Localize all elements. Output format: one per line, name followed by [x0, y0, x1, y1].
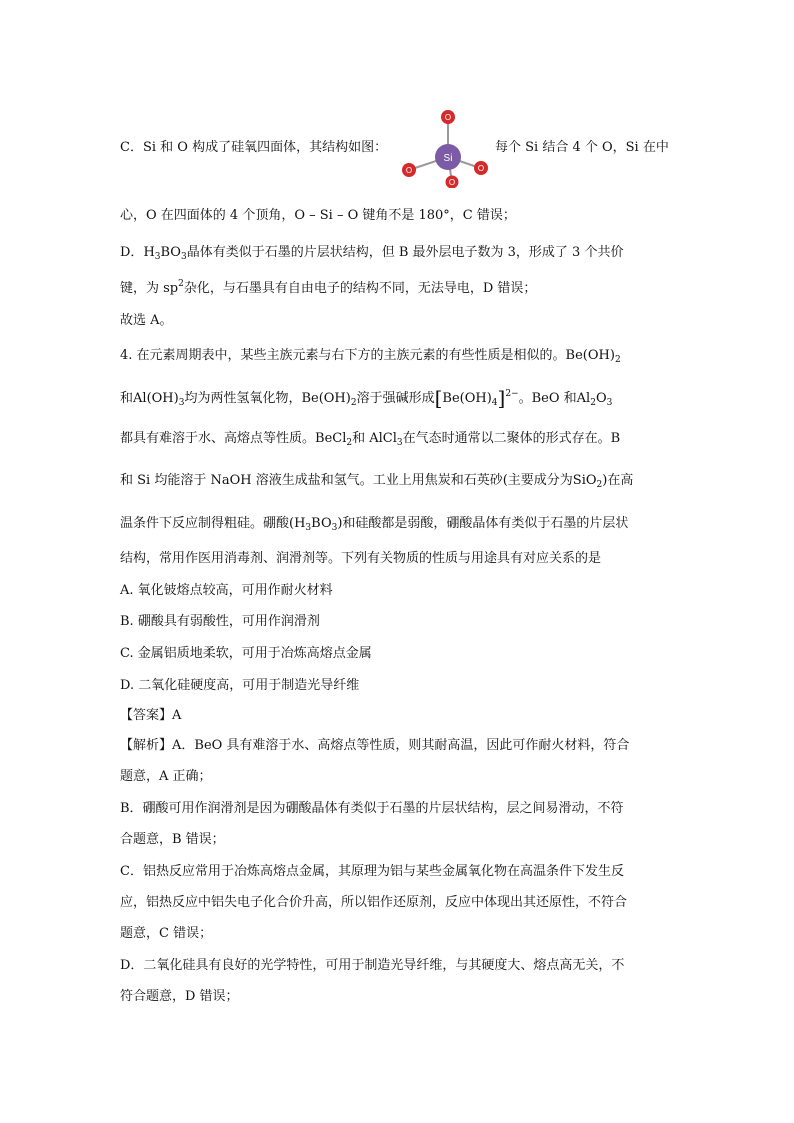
c-option-line	[120, 138, 387, 158]
formula-be-oh-2: $Be(OH)_2$	[565, 348, 621, 365]
c-option-text-right: 每个 Si 结合 4 个 O，Si 在中	[495, 140, 669, 155]
formula-h3bo3: $H_3BO_3$	[143, 245, 187, 262]
formula-al2o3: $Al_2O_3$	[576, 391, 613, 408]
analysis-line-9: 符合题意，D 错误；	[120, 989, 239, 1004]
formula-be-oh-4-ion: $[Be(OH)_4]^{2-}$	[434, 386, 519, 410]
c-option-label: C．	[120, 140, 143, 155]
oxygen-label-top: O	[444, 113, 452, 122]
oxygen-label-right: O	[477, 164, 485, 173]
silicon-oxygen-tetrahedron-diagram	[398, 106, 494, 188]
q4-line-2: 和$Al(OH)_3$均为两性氢氧化物，$Be(OH)_2$溶于强碱形成$[Be(OH)_4]^{2-}$。BeO 和$Al_2O_3$	[120, 386, 613, 410]
q4-option-c: C. 金属铝质地柔软，可用于冶炼高熔点金属	[120, 646, 372, 661]
q4-line-5: 温条件下反应制得粗硅。硼酸$(H_3BO_3)$和硅酸都是弱酸，硼酸晶体有类似于石墨的片层状	[120, 516, 629, 533]
analysis-line-2: 题意，A 正确；	[120, 769, 212, 784]
q4-option-d: D. 二氧化硅硬度高，可用于制造光导纤维	[120, 678, 360, 693]
c-option-continuation: 心，O 在四面体的 4 个顶角，O – Si – O 键角不是 180°，C 错误；	[120, 208, 516, 223]
q4-line-4: 和 Si 均能溶于 NaOH 溶液生成盐和氢气。工业上用焦炭和石英砂(主要成分为SiO$_2$)在高	[120, 473, 634, 490]
formula-sio2: SiO$_2$	[572, 473, 603, 490]
analysis-line-8: D．二氧化硅具有良好的光学特性，可用于制造光导纤维，与其硬度大、熔点高无关，不	[120, 958, 625, 973]
q4-line-3: 都具有难溶于水、高熔点等性质。BeCl$_2$和 AlCl$_3$在气态时通常以二聚体的形式存在。B	[120, 431, 621, 448]
analysis-line-4: 合题意，B 错误；	[120, 832, 225, 847]
formula-becl2: BeCl$_2$	[315, 431, 353, 448]
silicon-label: Si	[443, 153, 453, 164]
formula-be-oh-2b: $Be(OH)_2$	[301, 391, 357, 408]
q4-option-b: B. 硼酸具有弱酸性，可用作润滑剂	[120, 614, 320, 629]
answer-line: 【答案】A	[120, 708, 182, 723]
analysis-line-6: 应，铝热反应中铝失电子化合价升高，所以铝作还原剂，反应中体现出其还原性，不符合	[120, 895, 628, 910]
d-option-continuation: 键，为 $sp^2$杂化，与石墨具有自由电子的结构不同，无法导电，D 错误；	[120, 279, 537, 296]
oxygen-label-left: O	[405, 166, 413, 175]
c-option-text: Si 和 O 构成了硅氧四面体，其结构如图：	[142, 140, 388, 155]
d-option-line: D．$H_3BO_3$晶体有类似于石墨的片层状结构，但 B 最外层电子数为 3，形成了 3 个共价	[120, 245, 624, 262]
analysis-line-5: C．铝热反应常用于冶炼高熔点金属，其原理为铝与某些金属氧化物在高温条件下发生反	[120, 864, 624, 879]
q4-line-6: 结构，常用作医用消毒剂、润滑剂等。下列有关物质的性质与用途具有对应关系的是	[120, 551, 602, 566]
conclusion-line: 故选 A。	[120, 313, 173, 328]
analysis-line-7: 题意，C 错误；	[120, 926, 213, 941]
analysis-line-3: B．硼酸可用作润滑剂是因为硼酸晶体有类似于石墨的片层状结构，层之间易滑动，不符	[120, 801, 624, 816]
formula-al-oh-3: $Al(OH)_3$	[133, 391, 185, 408]
analysis-line-1: 【解析】A．BeO 具有难溶于水、高熔点等性质，则其耐高温，因此可作耐火材料，符合	[120, 738, 630, 753]
oxygen-label-bottom: O	[448, 178, 456, 187]
q4-option-a: A. 氧化铍熔点较高，可用作耐火材料	[120, 583, 333, 598]
formula-h3bo3-b: $H_3BO_3$	[294, 516, 338, 533]
q4-line-1: 4. 在元素周期表中，某些主族元素与右下方的主族元素的有些性质是相似的。$Be(OH)_2$	[120, 348, 621, 365]
